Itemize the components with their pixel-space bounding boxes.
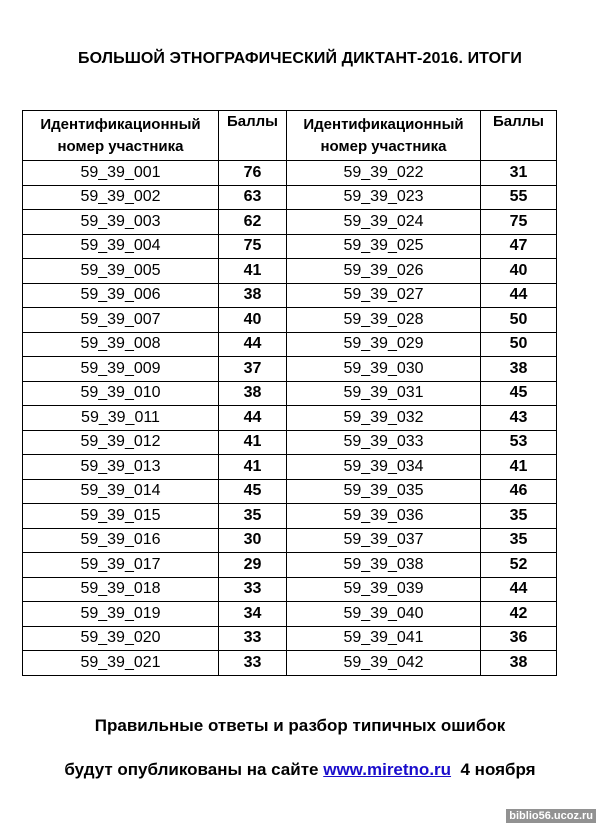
table-row xyxy=(23,504,557,529)
participant-id-cell: 59_39_016 xyxy=(23,528,219,553)
participant-id-cell: 59_39_004 xyxy=(23,234,219,259)
score-cell: 43 xyxy=(481,406,557,431)
score-cell: 75 xyxy=(481,210,557,235)
participant-id-cell: 59_39_033 xyxy=(287,430,481,455)
score-cell: 31 xyxy=(481,161,557,186)
participant-id-cell: 59_39_024 xyxy=(287,210,481,235)
table-row xyxy=(23,381,557,406)
participant-id-cell: 59_39_041 xyxy=(287,626,481,651)
score-cell: 38 xyxy=(481,357,557,382)
table-row xyxy=(23,406,557,431)
score-cell: 41 xyxy=(219,455,287,480)
score-cell: 44 xyxy=(481,577,557,602)
participant-id-cell: 59_39_002 xyxy=(23,185,219,210)
table-row xyxy=(23,259,557,284)
score-cell: 76 xyxy=(219,161,287,186)
score-cell: 62 xyxy=(219,210,287,235)
score-cell: 41 xyxy=(481,455,557,480)
score-cell: 35 xyxy=(219,504,287,529)
score-cell: 46 xyxy=(481,479,557,504)
participant-id-cell: 59_39_039 xyxy=(287,577,481,602)
site-link[interactable]: www.miretno.ru xyxy=(323,760,452,779)
score-cell: 63 xyxy=(219,185,287,210)
table-row xyxy=(23,283,557,308)
header-participant-id-right: Идентификационный номер участника xyxy=(287,111,481,161)
table-row xyxy=(23,185,557,210)
participant-id-cell: 59_39_031 xyxy=(287,381,481,406)
participant-id-cell: 59_39_020 xyxy=(23,626,219,651)
table-row xyxy=(23,234,557,259)
score-cell: 41 xyxy=(219,259,287,284)
table-row xyxy=(23,528,557,553)
participant-id-cell: 59_39_040 xyxy=(287,602,481,627)
participant-id-cell: 59_39_011 xyxy=(23,406,219,431)
participant-id-cell: 59_39_036 xyxy=(287,504,481,529)
score-cell: 36 xyxy=(481,626,557,651)
score-cell: 47 xyxy=(481,234,557,259)
participant-id-cell: 59_39_006 xyxy=(23,283,219,308)
score-cell: 29 xyxy=(219,553,287,578)
score-cell: 35 xyxy=(481,528,557,553)
participant-id-cell: 59_39_001 xyxy=(23,161,219,186)
score-cell: 75 xyxy=(219,234,287,259)
table-row xyxy=(23,553,557,578)
participant-id-cell: 59_39_028 xyxy=(287,308,481,333)
participant-id-cell: 59_39_034 xyxy=(287,455,481,480)
participant-id-cell: 59_39_035 xyxy=(287,479,481,504)
participant-id-cell: 59_39_017 xyxy=(23,553,219,578)
score-cell: 45 xyxy=(219,479,287,504)
score-cell: 38 xyxy=(219,381,287,406)
watermark: biblio56.ucoz.ru xyxy=(506,809,596,823)
table-row xyxy=(23,210,557,235)
participant-id-cell: 59_39_008 xyxy=(23,332,219,357)
score-cell: 41 xyxy=(219,430,287,455)
participant-id-cell: 59_39_003 xyxy=(23,210,219,235)
score-cell: 53 xyxy=(481,430,557,455)
score-cell: 38 xyxy=(219,283,287,308)
table-row xyxy=(23,430,557,455)
score-cell: 50 xyxy=(481,308,557,333)
score-cell: 52 xyxy=(481,553,557,578)
score-cell: 44 xyxy=(219,406,287,431)
table-row xyxy=(23,161,557,186)
page-title: БОЛЬШОЙ ЭТНОГРАФИЧЕСКИЙ ДИКТАНТ-2016. ИТОГИ xyxy=(78,50,522,67)
participant-id-cell: 59_39_032 xyxy=(287,406,481,431)
score-cell: 42 xyxy=(481,602,557,627)
score-cell: 37 xyxy=(219,357,287,382)
participant-id-cell: 59_39_029 xyxy=(287,332,481,357)
score-cell: 30 xyxy=(219,528,287,553)
score-cell: 50 xyxy=(481,332,557,357)
participant-id-cell: 59_39_021 xyxy=(23,651,219,676)
table-row xyxy=(23,577,557,602)
participant-id-cell: 59_39_022 xyxy=(287,161,481,186)
participant-id-cell: 59_39_027 xyxy=(287,283,481,308)
score-cell: 34 xyxy=(219,602,287,627)
participant-id-cell: 59_39_012 xyxy=(23,430,219,455)
participant-id-cell: 59_39_018 xyxy=(23,577,219,602)
participant-id-cell: 59_39_010 xyxy=(23,381,219,406)
table-row xyxy=(23,357,557,382)
table-row xyxy=(23,626,557,651)
table-header-row xyxy=(23,111,557,161)
score-cell: 40 xyxy=(481,259,557,284)
participant-id-cell: 59_39_007 xyxy=(23,308,219,333)
table-row xyxy=(23,479,557,504)
score-cell: 33 xyxy=(219,626,287,651)
participant-id-cell: 59_39_038 xyxy=(287,553,481,578)
participant-id-cell: 59_39_019 xyxy=(23,602,219,627)
table-row xyxy=(23,332,557,357)
participant-id-cell: 59_39_042 xyxy=(287,651,481,676)
header-score-left: Баллы xyxy=(219,111,287,161)
participant-id-cell: 59_39_009 xyxy=(23,357,219,382)
score-cell: 40 xyxy=(219,308,287,333)
participant-id-cell: 59_39_005 xyxy=(23,259,219,284)
table-row xyxy=(23,602,557,627)
footer-note-line1: Правильные ответы и разбор типичных ошибок xyxy=(94,716,506,735)
participant-id-cell: 59_39_023 xyxy=(287,185,481,210)
table-row xyxy=(23,455,557,480)
participant-id-cell: 59_39_013 xyxy=(23,455,219,480)
participant-id-cell: 59_39_025 xyxy=(287,234,481,259)
table-row xyxy=(23,651,557,676)
score-cell: 33 xyxy=(219,651,287,676)
score-cell: 35 xyxy=(481,504,557,529)
score-cell: 45 xyxy=(481,381,557,406)
participant-id-cell: 59_39_014 xyxy=(23,479,219,504)
score-cell: 44 xyxy=(219,332,287,357)
results-table xyxy=(22,110,557,676)
header-score-right: Баллы xyxy=(481,111,557,161)
participant-id-cell: 59_39_030 xyxy=(287,357,481,382)
score-cell: 44 xyxy=(481,283,557,308)
participant-id-cell: 59_39_015 xyxy=(23,504,219,529)
score-cell: 38 xyxy=(481,651,557,676)
table-row xyxy=(23,308,557,333)
participant-id-cell: 59_39_026 xyxy=(287,259,481,284)
participant-id-cell: 59_39_037 xyxy=(287,528,481,553)
footer-note-line2: будут опубликованы на сайте www.miretno.ru 4 ноября xyxy=(64,760,536,779)
score-cell: 33 xyxy=(219,577,287,602)
score-cell: 55 xyxy=(481,185,557,210)
header-participant-id-left: Идентификационный номер участника xyxy=(23,111,219,161)
